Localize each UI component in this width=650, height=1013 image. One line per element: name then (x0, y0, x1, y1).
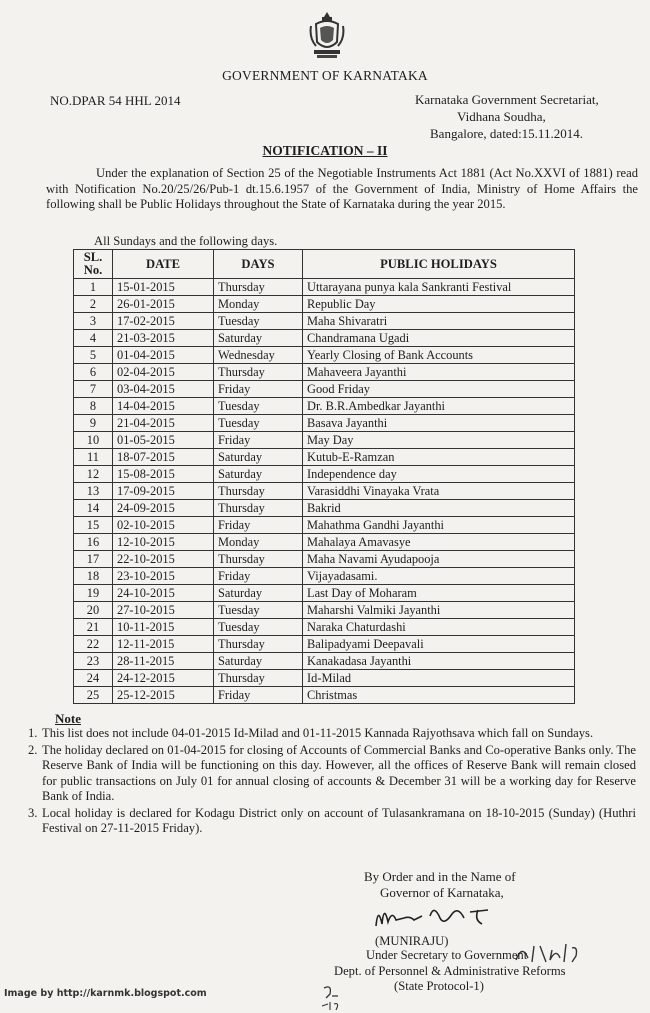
cell-date: 12-10-2015 (113, 534, 214, 551)
table-row (74, 500, 575, 517)
table-row (74, 415, 575, 432)
cell-holiday: Vijayadasami. (303, 568, 575, 585)
cell-day: Wednesday (214, 347, 303, 364)
cell-date: 23-10-2015 (113, 568, 214, 585)
cell-holiday: Mahalaya Amavasye (303, 534, 575, 551)
designation-block (334, 948, 566, 995)
cell-date: 12-11-2015 (113, 636, 214, 653)
notes-list (28, 726, 636, 838)
note-text: This list does not include 04-01-2015 Id-Milad and 01-11-2015 Kannada Rajyothsava which fall on Sundays. (42, 726, 594, 740)
cell-holiday: Maharshi Valmiki Jayanthi (303, 602, 575, 619)
cell-date: 18-07-2015 (113, 449, 214, 466)
cell-holiday: Yearly Closing of Bank Accounts (303, 347, 575, 364)
table-row (74, 483, 575, 500)
sundays-line: All Sundays and the following days. (94, 234, 278, 248)
cell-sl-no: 17 (74, 551, 113, 568)
table-row (74, 636, 575, 653)
note-item (28, 806, 636, 837)
table-row (74, 568, 575, 585)
intro-paragraph: Under the explanation of Section 25 of the Negotiable Instruments Act 1881 (Act No.XXVI of 1881) read with Notification No.20/25/26/Pub-1 dt.15.6.1957 of the Government of India, Ministry of Home Affairs the following shall be Public Holidays throughout the State of Karnataka during the year 2015. (46, 166, 638, 211)
department: Dept. of Personnel & Administrative Reforms (334, 963, 566, 978)
cell-sl-no: 4 (74, 330, 113, 347)
cell-date: 01-04-2015 (113, 347, 214, 364)
cell-holiday: Last Day of Moharam (303, 585, 575, 602)
cell-date: 27-10-2015 (113, 602, 214, 619)
cell-holiday: Mahathma Gandhi Jayanthi (303, 517, 575, 534)
table-row (74, 330, 575, 347)
table-row (74, 279, 575, 296)
cell-date: 24-09-2015 (113, 500, 214, 517)
table-row (74, 381, 575, 398)
holiday-table (73, 249, 575, 704)
cell-sl-no: 21 (74, 619, 113, 636)
cell-sl-no: 24 (74, 670, 113, 687)
cell-sl-no: 7 (74, 381, 113, 398)
designation: Under Secretary to Government (366, 948, 528, 962)
cell-holiday: Republic Day (303, 296, 575, 313)
table-row (74, 364, 575, 381)
note-item (28, 743, 636, 805)
table-row (74, 551, 575, 568)
table-row (74, 398, 575, 415)
cell-day: Friday (214, 568, 303, 585)
cell-date: 01-05-2015 (113, 432, 214, 449)
table-row (74, 619, 575, 636)
cell-holiday: Dr. B.R.Ambedkar Jayanthi (303, 398, 575, 415)
cell-date: 21-03-2015 (113, 330, 214, 347)
note-heading: Note (55, 711, 81, 726)
cell-sl-no: 5 (74, 347, 113, 364)
note-text: Local holiday is declared for Kodagu District only on account of Tulasankramana on 18-10-2015 (Sunday) (Huthri Festival on 27-11-2015 Friday). (42, 805, 636, 835)
cell-date: 26-01-2015 (113, 296, 214, 313)
cell-day: Thursday (214, 636, 303, 653)
table-row (74, 347, 575, 364)
cell-sl-no: 18 (74, 568, 113, 585)
cell-sl-no: 2 (74, 296, 113, 313)
header-sl-no: SL. No. (74, 250, 113, 279)
cell-day: Saturday (214, 449, 303, 466)
cell-date: 17-02-2015 (113, 313, 214, 330)
cell-sl-no: 10 (74, 432, 113, 449)
note-text: The holiday declared on 01-04-2015 for closing of Accounts of Commercial Banks and Co-operative Banks only. The Reserve Bank of India will be functioning on this day. However, all the offices of Reserve Bank will remain closed for public transactions on July 01 for annual closing of accounts & December 31 will be a working day for Reserve Bank of India. (42, 742, 636, 803)
header-date: DATE (113, 250, 214, 279)
cell-date: 02-10-2015 (113, 517, 214, 534)
address-line-3: Bangalore, dated:15.11.2014. (430, 126, 583, 141)
cell-day: Saturday (214, 653, 303, 670)
table-row (74, 585, 575, 602)
cell-sl-no: 3 (74, 313, 113, 330)
table-row (74, 466, 575, 483)
table-row (74, 534, 575, 551)
cell-sl-no: 22 (74, 636, 113, 653)
table-row (74, 653, 575, 670)
table-header-row (74, 250, 575, 279)
cell-day: Friday (214, 517, 303, 534)
cell-day: Tuesday (214, 415, 303, 432)
cell-sl-no: 15 (74, 517, 113, 534)
cell-holiday: Chandramana Ugadi (303, 330, 575, 347)
cell-date: 28-11-2015 (113, 653, 214, 670)
cell-holiday: Id-Milad (303, 670, 575, 687)
reference-number: NO.DPAR 54 HHL 2014 (50, 93, 181, 108)
cell-holiday: Varasiddhi Vinayaka Vrata (303, 483, 575, 500)
image-credit: Image by http://karnmk.blogspot.com (4, 988, 207, 999)
cell-day: Tuesday (214, 619, 303, 636)
cell-holiday: Basava Jayanthi (303, 415, 575, 432)
cell-holiday: Maha Navami Ayudapooja (303, 551, 575, 568)
cell-sl-no: 19 (74, 585, 113, 602)
cell-sl-no: 6 (74, 364, 113, 381)
cell-day: Tuesday (214, 398, 303, 415)
cell-day: Saturday (214, 330, 303, 347)
cell-sl-no: 8 (74, 398, 113, 415)
cell-holiday: Uttarayana punya kala Sankranti Festival (303, 279, 575, 296)
cell-sl-no: 25 (74, 687, 113, 704)
cell-day: Thursday (214, 670, 303, 687)
cell-sl-no: 1 (74, 279, 113, 296)
cell-sl-no: 20 (74, 602, 113, 619)
cell-day: Monday (214, 296, 303, 313)
cell-date: 24-12-2015 (113, 670, 214, 687)
cell-day: Friday (214, 432, 303, 449)
note-number: 3. (28, 805, 38, 820)
cell-holiday: Christmas (303, 687, 575, 704)
cell-holiday: Kanakadasa Jayanthi (303, 653, 575, 670)
header-public-holidays: PUBLIC HOLIDAYS (303, 250, 575, 279)
cell-date: 24-10-2015 (113, 585, 214, 602)
pen-mark-icon (318, 984, 344, 1012)
cell-date: 21-04-2015 (113, 415, 214, 432)
notification-title-text: NOTIFICATION – II (262, 143, 388, 158)
cell-date: 15-08-2015 (113, 466, 214, 483)
cell-day: Tuesday (214, 602, 303, 619)
cell-date: 22-10-2015 (113, 551, 214, 568)
table-row (74, 670, 575, 687)
cell-holiday: Bakrid (303, 500, 575, 517)
cell-sl-no: 9 (74, 415, 113, 432)
notification-title (0, 143, 650, 159)
cell-date: 25-12-2015 (113, 687, 214, 704)
section: (State Protocol-1) (394, 979, 484, 993)
address-line-2: Vidhana Soudha, (457, 109, 546, 124)
cell-day: Tuesday (214, 313, 303, 330)
cell-day: Thursday (214, 279, 303, 296)
cell-holiday: Maha Shivaratri (303, 313, 575, 330)
cell-holiday: Good Friday (303, 381, 575, 398)
cell-date: 10-11-2015 (113, 619, 214, 636)
cell-day: Friday (214, 687, 303, 704)
cell-day: Saturday (214, 466, 303, 483)
cell-date: 02-04-2015 (113, 364, 214, 381)
cell-holiday: Naraka Chaturdashi (303, 619, 575, 636)
address-line-1: Karnataka Government Secretariat, (415, 92, 599, 107)
cell-date: 14-04-2015 (113, 398, 214, 415)
cell-sl-no: 13 (74, 483, 113, 500)
table-row (74, 687, 575, 704)
cell-holiday: Balipadyami Deepavali (303, 636, 575, 653)
cell-day: Saturday (214, 585, 303, 602)
table-row (74, 517, 575, 534)
cell-day: Thursday (214, 500, 303, 517)
signatory-name: (MUNIRAJU) (375, 934, 449, 948)
cell-sl-no: 14 (74, 500, 113, 517)
cell-holiday: Independence day (303, 466, 575, 483)
table-row (74, 449, 575, 466)
cell-holiday: May Day (303, 432, 575, 449)
order-line-2: Governor of Karnataka, (380, 885, 504, 900)
cell-day: Thursday (214, 483, 303, 500)
table-row (74, 602, 575, 619)
cell-day: Friday (214, 381, 303, 398)
state-emblem-icon (308, 10, 346, 60)
order-line-1: By Order and in the Name of (364, 869, 516, 884)
government-heading: GOVERNMENT OF KARNATAKA (222, 68, 428, 83)
cell-sl-no: 12 (74, 466, 113, 483)
table-row (74, 313, 575, 330)
cell-date: 15-01-2015 (113, 279, 214, 296)
cell-holiday: Mahaveera Jayanthi (303, 364, 575, 381)
table-row (74, 296, 575, 313)
cell-sl-no: 16 (74, 534, 113, 551)
cell-day: Monday (214, 534, 303, 551)
cell-date: 03-04-2015 (113, 381, 214, 398)
cell-day: Thursday (214, 551, 303, 568)
cell-sl-no: 23 (74, 653, 113, 670)
note-number: 1. (28, 726, 38, 740)
cell-sl-no: 11 (74, 449, 113, 466)
note-item (28, 726, 636, 742)
cell-date: 17-09-2015 (113, 483, 214, 500)
cell-day: Thursday (214, 364, 303, 381)
table-row (74, 432, 575, 449)
header-days: DAYS (214, 250, 303, 279)
address-block (415, 91, 599, 142)
cell-holiday: Kutub-E-Ramzan (303, 449, 575, 466)
note-number: 2. (28, 742, 38, 757)
